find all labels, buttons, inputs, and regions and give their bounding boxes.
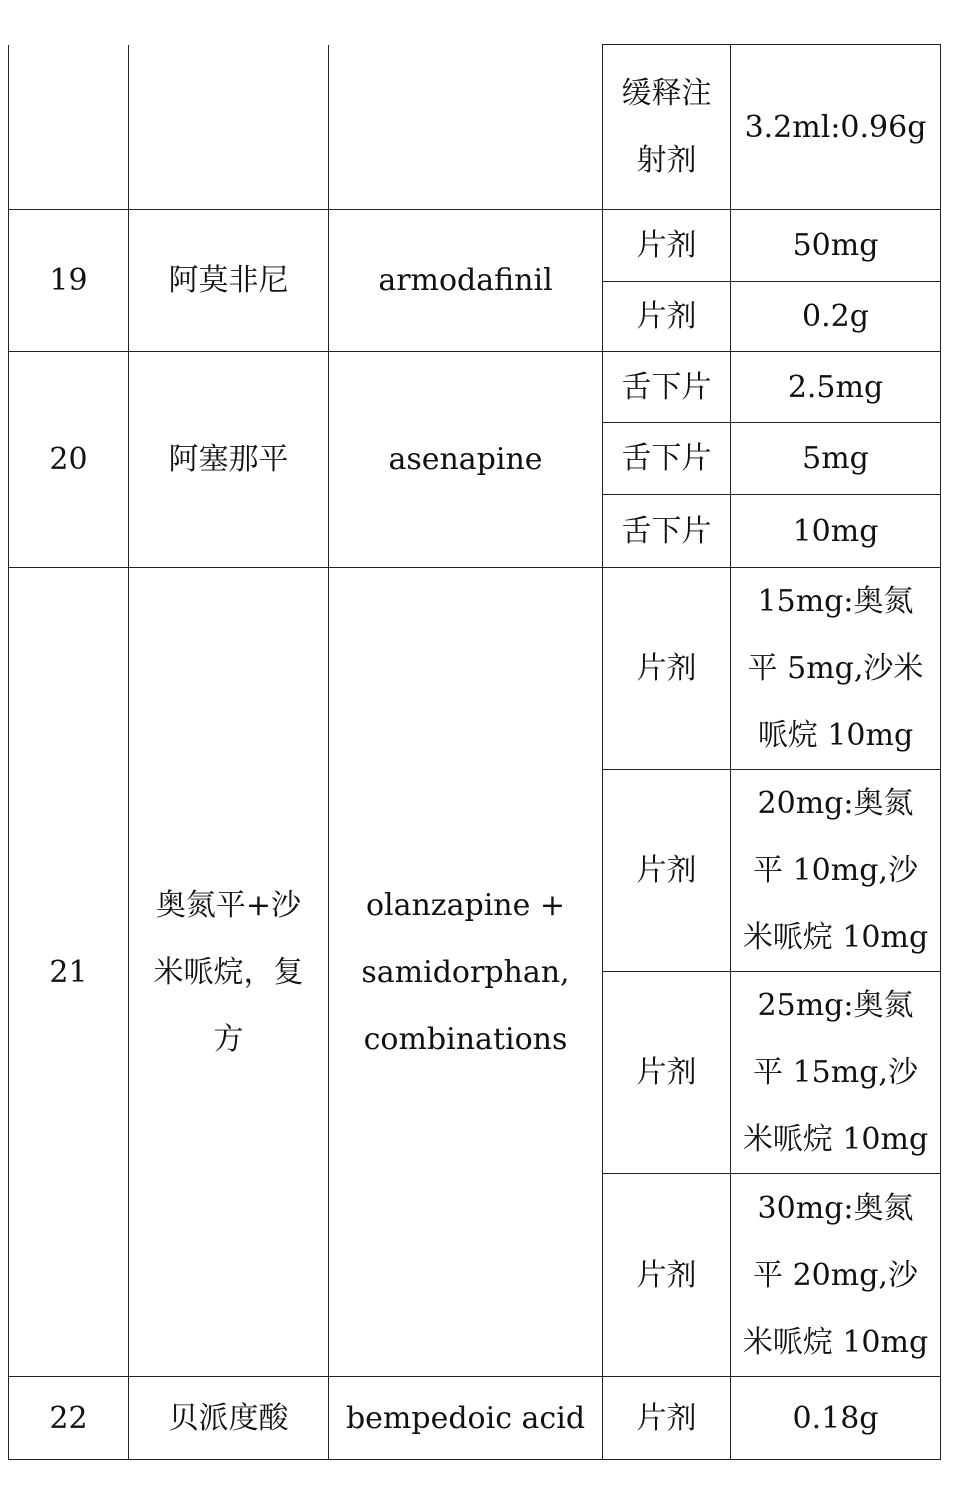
- table-row: [9, 568, 941, 770]
- specification-line: 米哌烷 10mg: [742, 1324, 929, 1360]
- drug-table: [8, 44, 941, 1460]
- table-row: [9, 45, 941, 210]
- generic-name-en-cell: bempedoic acid: [329, 1377, 603, 1460]
- specification-cell: [731, 568, 941, 770]
- dosage-form-cell: 片剂: [603, 770, 731, 972]
- generic-name-en-cell: asenapine: [329, 352, 603, 568]
- row-number-cell: 20: [9, 352, 129, 568]
- dosage-form-cell: 舌下片: [603, 352, 731, 423]
- specification-line: 哌烷 10mg: [757, 718, 914, 753]
- specification-line: 平 15mg,沙: [753, 1055, 918, 1090]
- row-number-cell: 21: [9, 568, 129, 1377]
- generic-name-en-cell: [329, 45, 603, 210]
- generic-name-cn-cell: 阿塞那平: [129, 352, 329, 568]
- generic-name-cn-cell: [129, 45, 329, 210]
- generic-name-en-line: olanzapine +: [365, 887, 566, 923]
- dosage-form-cell: 舌下片: [603, 423, 731, 495]
- row-number-cell: 19: [9, 210, 129, 352]
- specification-line: 3.2ml:0.96g: [744, 109, 927, 145]
- specification-cell: [731, 45, 941, 210]
- generic-name-en-line: samidorphan,: [361, 954, 570, 990]
- row-number-cell: 22: [9, 1377, 129, 1460]
- drug-table-page: [8, 44, 941, 1460]
- specification-line: 平 10mg,沙: [753, 853, 918, 888]
- dosage-form-cell: [603, 45, 731, 210]
- specification-cell: 0.18g: [731, 1377, 941, 1460]
- generic-name-en-cell: [329, 568, 603, 1377]
- specification-line: 30mg:奥氮: [757, 1190, 914, 1226]
- specification-line: 平 20mg,沙: [753, 1257, 918, 1293]
- specification-line: 15mg:奥氮: [757, 584, 914, 619]
- dosage-form-cell: 片剂: [603, 1174, 731, 1377]
- specification-cell: 5mg: [731, 423, 941, 495]
- generic-name-cn-cell: 贝派度酸: [129, 1377, 329, 1460]
- specification-cell: [731, 770, 941, 972]
- specification-cell: 50mg: [731, 210, 941, 282]
- dosage-form-line: 缓释注: [621, 76, 712, 111]
- generic-name-cn-cell: [129, 568, 329, 1377]
- table-row: [9, 210, 941, 282]
- table-row: [9, 352, 941, 423]
- dosage-form-cell: 片剂: [603, 568, 731, 770]
- dosage-form-cell: 片剂: [603, 972, 731, 1174]
- dosage-form-cell: 片剂: [603, 282, 731, 352]
- table-row: [9, 1377, 941, 1460]
- generic-name-cn-line: 方: [213, 1021, 244, 1057]
- specification-cell: 10mg: [731, 495, 941, 568]
- generic-name-cn-line: 奥氮平+沙: [155, 887, 302, 923]
- specification-cell: [731, 972, 941, 1174]
- row-number-cell: [9, 45, 129, 210]
- dosage-form-cell: 片剂: [603, 210, 731, 282]
- specification-line: 米哌烷 10mg: [742, 920, 929, 955]
- generic-name-en-cell: armodafinil: [329, 210, 603, 352]
- specification-cell: 0.2g: [731, 282, 941, 352]
- generic-name-en-line: combinations: [363, 1021, 568, 1057]
- dosage-form-line: 射剂: [636, 143, 697, 178]
- specification-cell: [731, 1174, 941, 1377]
- specification-line: 20mg:奥氮: [757, 786, 914, 821]
- specification-line: 平 5mg,沙米: [747, 651, 924, 686]
- generic-name-cn-line: 米哌烷，复: [153, 954, 304, 990]
- generic-name-cn-cell: 阿莫非尼: [129, 210, 329, 352]
- dosage-form-cell: 片剂: [603, 1377, 731, 1460]
- specification-line: 米哌烷 10mg: [742, 1122, 929, 1157]
- specification-cell: 2.5mg: [731, 352, 941, 423]
- dosage-form-cell: 舌下片: [603, 495, 731, 568]
- specification-line: 25mg:奥氮: [757, 988, 914, 1023]
